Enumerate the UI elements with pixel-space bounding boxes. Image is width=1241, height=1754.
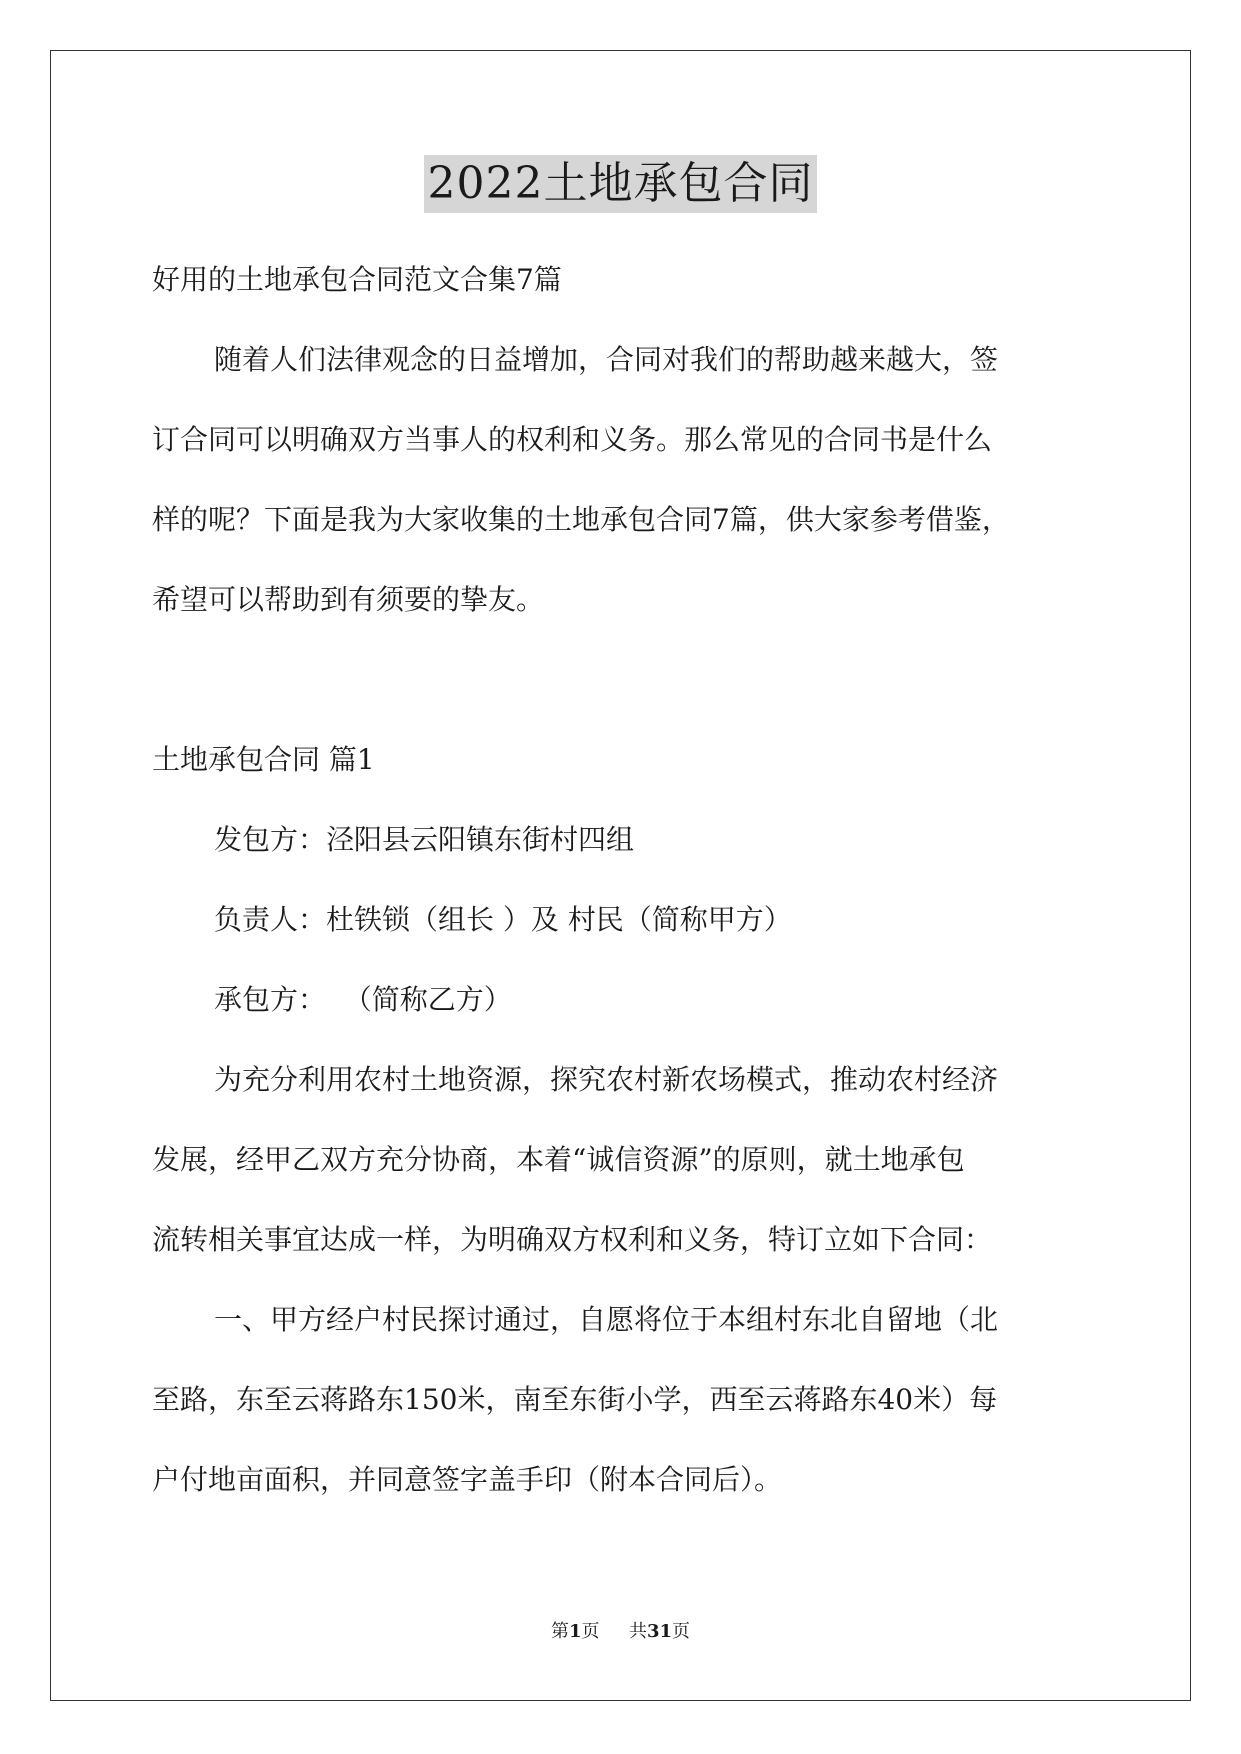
purpose-line: 流转相关事宜达成一样，为明确双方权利和义务，特订立如下合同： <box>152 1223 993 1256</box>
party-line: 负责人：杜铁锁（组长 ）及 村民（简称甲方） <box>214 903 792 936</box>
clause-line: 户付地亩面积，并同意签字盖手印（附本合同后）。 <box>152 1463 783 1496</box>
clause-line: 至路，东至云蒋路东150米，南至东街小学，西至云蒋路东40米）每 <box>152 1383 998 1416</box>
party-line: 承包方： （简称乙方） <box>214 983 512 1016</box>
document-title: 2022土地承包合同 <box>424 155 818 213</box>
page-suffix: 页 <box>581 1621 600 1642</box>
page-prefix: 第 <box>550 1621 569 1642</box>
page-footer <box>0 1620 1241 1644</box>
intro-line: 希望可以帮助到有须要的挚友。 <box>152 583 545 616</box>
document-subtitle: 好用的土地承包合同范文合集7篇 <box>152 263 562 296</box>
total-prefix: 共 <box>628 1621 647 1642</box>
purpose-line: 发展，经甲乙双方充分协商，本着“诚信资源”的原则，就土地承包 <box>152 1143 965 1176</box>
clause-line: 一、甲方经户村民探讨通过，自愿将位于本组村东北自留地（北 <box>214 1303 999 1336</box>
intro-line: 样的呢？下面是我为大家收集的土地承包合同7篇，供大家参考借鉴， <box>152 503 1010 536</box>
title-container <box>0 155 1241 213</box>
intro-line: 订合同可以明确双方当事人的权利和义务。那么常见的合同书是什么 <box>152 423 993 456</box>
total-count: 31 <box>646 1621 673 1642</box>
section-heading: 土地承包合同 篇1 <box>152 743 375 776</box>
document-body <box>152 240 1092 1520</box>
page-total <box>629 1621 690 1642</box>
purpose-line: 为充分利用农村土地资源，探究农村新农场模式，推动农村经济 <box>214 1063 999 1096</box>
intro-line: 随着人们法律观念的日益增加，合同对我们的帮助越来越大，签 <box>214 343 999 376</box>
page-current: 1 <box>568 1621 582 1642</box>
paragraph-gap <box>152 640 1092 720</box>
total-suffix: 页 <box>672 1621 691 1642</box>
page-number <box>551 1621 600 1642</box>
party-line: 发包方：泾阳县云阳镇东街村四组 <box>214 823 635 856</box>
